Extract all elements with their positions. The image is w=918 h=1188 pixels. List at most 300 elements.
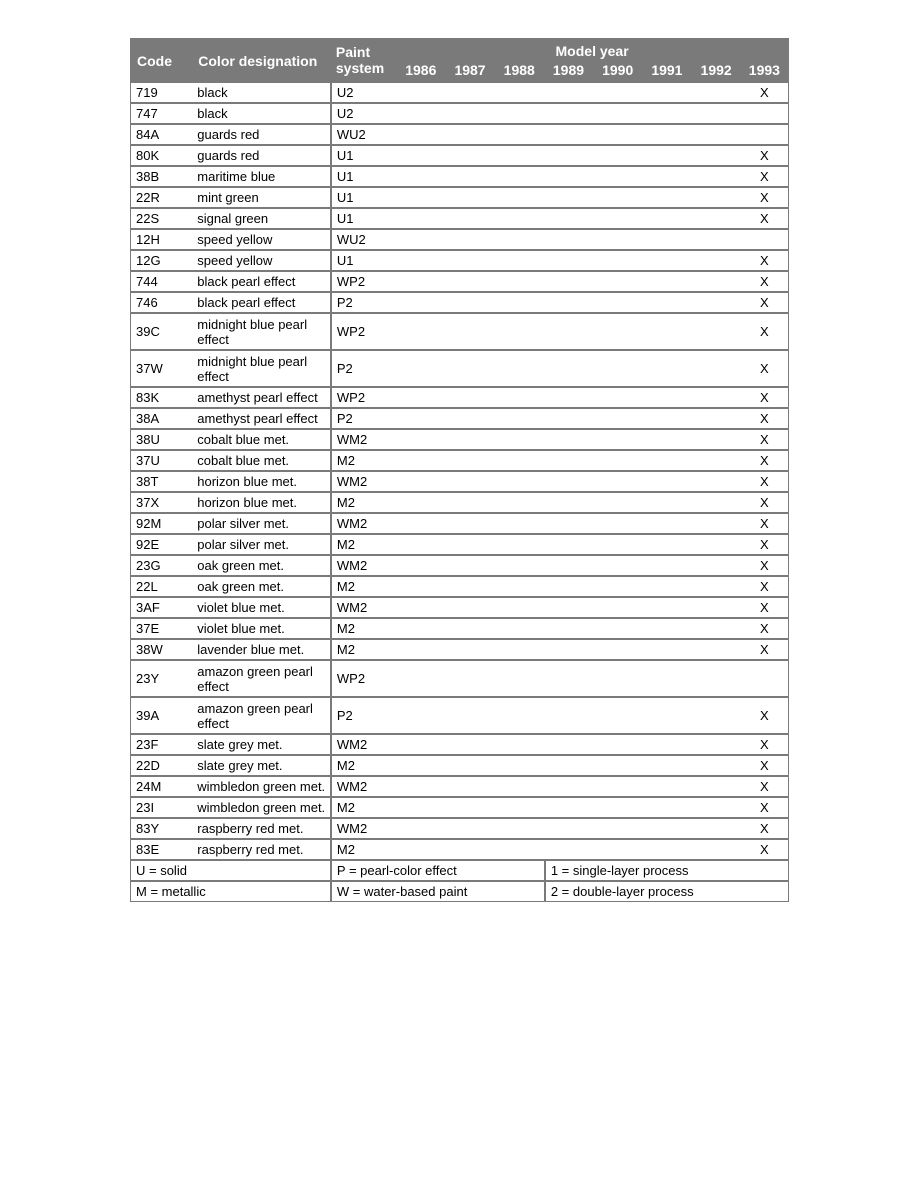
year-mark-1989 <box>544 756 593 777</box>
paint-system-cell: M2 <box>330 640 396 661</box>
year-mark-1990 <box>593 293 642 314</box>
year-mark-1986 <box>396 125 445 146</box>
year-mark-1993: X <box>741 430 788 451</box>
color-code-cell: 38T <box>131 472 192 493</box>
year-mark-1988 <box>495 146 544 167</box>
color-code-cell: 744 <box>131 272 192 293</box>
year-mark-1990 <box>593 514 642 535</box>
year-mark-1990 <box>593 735 642 756</box>
year-header-1988: 1988 <box>495 63 544 83</box>
paint-system-cell: U1 <box>330 209 396 230</box>
year-mark-1989 <box>544 409 593 430</box>
year-mark-1986 <box>396 756 445 777</box>
paint-system-cell: M2 <box>330 798 396 819</box>
year-mark-1991 <box>642 388 691 409</box>
color-code-cell: 38A <box>131 409 192 430</box>
year-mark-1993: X <box>741 314 788 351</box>
year-mark-1989 <box>544 493 593 514</box>
year-mark-1987 <box>445 409 494 430</box>
color-code-cell: 38B <box>131 167 192 188</box>
year-mark-1992 <box>692 293 741 314</box>
year-mark-1993: X <box>741 493 788 514</box>
year-mark-1988 <box>495 798 544 819</box>
paint-system-cell: WM2 <box>330 430 396 451</box>
color-designation-cell: lavender blue met. <box>192 640 330 661</box>
year-mark-1990 <box>593 577 642 598</box>
table-row <box>131 293 788 314</box>
color-designation-cell: horizon blue met. <box>192 493 330 514</box>
year-mark-1991 <box>642 409 691 430</box>
year-mark-1988 <box>495 409 544 430</box>
year-mark-1986 <box>396 388 445 409</box>
year-mark-1991 <box>642 188 691 209</box>
year-mark-1986 <box>396 430 445 451</box>
code-header: Code <box>131 39 192 83</box>
year-mark-1986 <box>396 472 445 493</box>
year-mark-1989 <box>544 230 593 251</box>
paint-system-cell: U2 <box>330 104 396 125</box>
year-mark-1990 <box>593 535 642 556</box>
year-mark-1989 <box>544 819 593 840</box>
color-code-cell: 22L <box>131 577 192 598</box>
year-mark-1992 <box>692 640 741 661</box>
year-mark-1987 <box>445 514 494 535</box>
color-designation-cell: raspberry red met. <box>192 819 330 840</box>
paint-system-cell: WM2 <box>330 556 396 577</box>
table-row <box>131 840 788 861</box>
year-mark-1986 <box>396 83 445 104</box>
year-mark-1986 <box>396 598 445 619</box>
paint-system-cell: M2 <box>330 535 396 556</box>
year-mark-1988 <box>495 188 544 209</box>
year-mark-1988 <box>495 535 544 556</box>
year-mark-1993: X <box>741 388 788 409</box>
year-mark-1986 <box>396 230 445 251</box>
year-mark-1992 <box>692 556 741 577</box>
year-mark-1992 <box>692 840 741 861</box>
year-mark-1993: X <box>741 535 788 556</box>
year-mark-1987 <box>445 83 494 104</box>
year-header-1991: 1991 <box>642 63 691 83</box>
year-mark-1990 <box>593 409 642 430</box>
year-mark-1991 <box>642 209 691 230</box>
color-code-cell: 92M <box>131 514 192 535</box>
paint-system-cell: WU2 <box>330 230 396 251</box>
year-header-1987: 1987 <box>445 63 494 83</box>
table-row <box>131 661 788 698</box>
color-code-cell: 23Y <box>131 661 192 698</box>
year-mark-1992 <box>692 409 741 430</box>
year-mark-1987 <box>445 251 494 272</box>
year-mark-1988 <box>495 619 544 640</box>
paint-system-cell: P2 <box>330 293 396 314</box>
year-mark-1993: X <box>741 451 788 472</box>
color-designation-cell: polar silver met. <box>192 514 330 535</box>
year-mark-1987 <box>445 661 494 698</box>
year-mark-1989 <box>544 840 593 861</box>
table-row <box>131 735 788 756</box>
color-code-cell: 39A <box>131 698 192 735</box>
color-code-cell: 37U <box>131 451 192 472</box>
year-mark-1990 <box>593 698 642 735</box>
year-mark-1986 <box>396 209 445 230</box>
year-mark-1992 <box>692 104 741 125</box>
year-mark-1987 <box>445 798 494 819</box>
paint-system-cell: U1 <box>330 167 396 188</box>
year-mark-1993: X <box>741 640 788 661</box>
color-code-cell: 3AF <box>131 598 192 619</box>
year-mark-1987 <box>445 451 494 472</box>
year-mark-1989 <box>544 388 593 409</box>
year-mark-1991 <box>642 756 691 777</box>
year-mark-1990 <box>593 619 642 640</box>
table-row <box>131 493 788 514</box>
year-mark-1991 <box>642 798 691 819</box>
year-mark-1992 <box>692 230 741 251</box>
color-code-cell: 38W <box>131 640 192 661</box>
year-mark-1993: X <box>741 840 788 861</box>
year-mark-1992 <box>692 125 741 146</box>
color-designation-cell: violet blue met. <box>192 598 330 619</box>
year-mark-1989 <box>544 125 593 146</box>
color-code-cell: 37E <box>131 619 192 640</box>
year-mark-1989 <box>544 188 593 209</box>
paint-system-cell: WP2 <box>330 272 396 293</box>
table-row <box>131 619 788 640</box>
year-mark-1993: X <box>741 351 788 388</box>
table-row <box>131 209 788 230</box>
color-designation-cell: violet blue met. <box>192 619 330 640</box>
table-row <box>131 167 788 188</box>
year-mark-1987 <box>445 472 494 493</box>
year-mark-1991 <box>642 577 691 598</box>
table-row <box>131 451 788 472</box>
year-mark-1992 <box>692 493 741 514</box>
year-mark-1989 <box>544 293 593 314</box>
year-mark-1990 <box>593 209 642 230</box>
paint-system-cell: P2 <box>330 409 396 430</box>
year-mark-1991 <box>642 535 691 556</box>
year-mark-1990 <box>593 777 642 798</box>
year-mark-1986 <box>396 104 445 125</box>
paint-system-cell: WP2 <box>330 388 396 409</box>
year-mark-1993: X <box>741 735 788 756</box>
year-mark-1993: X <box>741 409 788 430</box>
color-designation-cell: slate grey met. <box>192 756 330 777</box>
paint-system-cell: WM2 <box>330 472 396 493</box>
year-mark-1988 <box>495 819 544 840</box>
color-code-cell: 83K <box>131 388 192 409</box>
color-designation-cell: black pearl effect <box>192 272 330 293</box>
year-mark-1993: X <box>741 272 788 293</box>
paint-system-cell: P2 <box>330 351 396 388</box>
year-mark-1988 <box>495 83 544 104</box>
table-row <box>131 251 788 272</box>
paint-color-table <box>130 38 789 902</box>
year-mark-1988 <box>495 351 544 388</box>
year-mark-1991 <box>642 472 691 493</box>
year-mark-1988 <box>495 598 544 619</box>
color-designation-cell: black <box>192 83 330 104</box>
year-mark-1986 <box>396 619 445 640</box>
year-mark-1987 <box>445 430 494 451</box>
year-mark-1991 <box>642 777 691 798</box>
year-mark-1992 <box>692 598 741 619</box>
year-mark-1991 <box>642 351 691 388</box>
year-mark-1988 <box>495 756 544 777</box>
year-mark-1988 <box>495 314 544 351</box>
paint-system-cell: WM2 <box>330 514 396 535</box>
year-mark-1986 <box>396 293 445 314</box>
year-mark-1989 <box>544 314 593 351</box>
year-mark-1989 <box>544 777 593 798</box>
year-mark-1993: X <box>741 209 788 230</box>
year-mark-1990 <box>593 125 642 146</box>
year-mark-1993 <box>741 230 788 251</box>
color-code-cell: 23I <box>131 798 192 819</box>
color-code-cell: 24M <box>131 777 192 798</box>
year-mark-1988 <box>495 661 544 698</box>
year-mark-1991 <box>642 619 691 640</box>
color-designation-cell: maritime blue <box>192 167 330 188</box>
year-mark-1990 <box>593 756 642 777</box>
year-mark-1988 <box>495 430 544 451</box>
year-mark-1993: X <box>741 577 788 598</box>
year-mark-1988 <box>495 167 544 188</box>
year-mark-1992 <box>692 272 741 293</box>
year-mark-1989 <box>544 251 593 272</box>
table-row <box>131 640 788 661</box>
year-mark-1987 <box>445 698 494 735</box>
year-mark-1986 <box>396 314 445 351</box>
year-mark-1986 <box>396 188 445 209</box>
table-row <box>131 351 788 388</box>
year-mark-1988 <box>495 451 544 472</box>
year-mark-1987 <box>445 293 494 314</box>
legend-entry: W = water-based paint <box>330 882 544 901</box>
paint-system-cell: M2 <box>330 756 396 777</box>
table-row <box>131 388 788 409</box>
legend-entry: 2 = double-layer process <box>544 882 788 901</box>
year-mark-1987 <box>445 125 494 146</box>
year-mark-1987 <box>445 493 494 514</box>
paint-system-cell: WM2 <box>330 735 396 756</box>
year-mark-1988 <box>495 125 544 146</box>
color-designation-cell: speed yellow <box>192 230 330 251</box>
year-mark-1992 <box>692 577 741 598</box>
color-designation-cell: amethyst pearl effect <box>192 409 330 430</box>
year-mark-1989 <box>544 661 593 698</box>
year-mark-1986 <box>396 640 445 661</box>
paint-system-header: Paint system <box>330 39 396 83</box>
year-mark-1989 <box>544 472 593 493</box>
year-mark-1990 <box>593 83 642 104</box>
year-mark-1991 <box>642 293 691 314</box>
table-row <box>131 698 788 735</box>
year-mark-1987 <box>445 146 494 167</box>
year-mark-1986 <box>396 514 445 535</box>
year-mark-1986 <box>396 535 445 556</box>
year-mark-1987 <box>445 756 494 777</box>
model-year-header: Model year <box>396 39 788 63</box>
year-mark-1988 <box>495 209 544 230</box>
color-code-cell: 746 <box>131 293 192 314</box>
table-body <box>131 83 788 861</box>
year-mark-1989 <box>544 640 593 661</box>
paint-system-cell: M2 <box>330 451 396 472</box>
color-code-cell: 83E <box>131 840 192 861</box>
table-row <box>131 819 788 840</box>
year-mark-1989 <box>544 619 593 640</box>
year-mark-1993: X <box>741 698 788 735</box>
year-mark-1989 <box>544 514 593 535</box>
table-row <box>131 756 788 777</box>
year-mark-1993: X <box>741 293 788 314</box>
year-mark-1986 <box>396 661 445 698</box>
year-mark-1986 <box>396 409 445 430</box>
year-mark-1993: X <box>741 756 788 777</box>
year-mark-1989 <box>544 167 593 188</box>
year-mark-1990 <box>593 314 642 351</box>
color-code-cell: 22S <box>131 209 192 230</box>
year-mark-1987 <box>445 314 494 351</box>
legend-entry: P = pearl-color effect <box>330 861 544 882</box>
color-designation-cell: midnight blue pearl effect <box>192 314 330 351</box>
color-code-cell: 719 <box>131 83 192 104</box>
color-designation-cell: cobalt blue met. <box>192 451 330 472</box>
color-code-cell: 39C <box>131 314 192 351</box>
year-mark-1986 <box>396 777 445 798</box>
color-code-cell: 80K <box>131 146 192 167</box>
year-mark-1992 <box>692 619 741 640</box>
year-mark-1991 <box>642 230 691 251</box>
year-mark-1991 <box>642 598 691 619</box>
year-mark-1986 <box>396 251 445 272</box>
year-mark-1991 <box>642 840 691 861</box>
year-mark-1989 <box>544 272 593 293</box>
color-designation-cell: black <box>192 104 330 125</box>
year-mark-1992 <box>692 388 741 409</box>
year-mark-1993: X <box>741 819 788 840</box>
year-mark-1990 <box>593 251 642 272</box>
year-mark-1990 <box>593 840 642 861</box>
year-mark-1992 <box>692 735 741 756</box>
year-mark-1993 <box>741 661 788 698</box>
color-designation-cell: horizon blue met. <box>192 472 330 493</box>
year-header-1992: 1992 <box>692 63 741 83</box>
color-designation-cell: amazon green pearl effect <box>192 661 330 698</box>
year-mark-1986 <box>396 577 445 598</box>
year-mark-1991 <box>642 272 691 293</box>
year-mark-1990 <box>593 388 642 409</box>
year-mark-1987 <box>445 735 494 756</box>
color-code-cell: 37X <box>131 493 192 514</box>
year-mark-1986 <box>396 493 445 514</box>
year-mark-1992 <box>692 83 741 104</box>
year-mark-1989 <box>544 430 593 451</box>
paint-system-cell: WM2 <box>330 819 396 840</box>
year-mark-1987 <box>445 230 494 251</box>
table-header <box>131 39 788 83</box>
year-mark-1991 <box>642 556 691 577</box>
year-mark-1991 <box>642 661 691 698</box>
year-mark-1990 <box>593 230 642 251</box>
year-mark-1990 <box>593 493 642 514</box>
year-mark-1988 <box>495 272 544 293</box>
year-mark-1993: X <box>741 514 788 535</box>
year-mark-1991 <box>642 125 691 146</box>
year-mark-1992 <box>692 430 741 451</box>
year-mark-1990 <box>593 598 642 619</box>
year-mark-1988 <box>495 556 544 577</box>
year-mark-1992 <box>692 146 741 167</box>
year-mark-1987 <box>445 640 494 661</box>
year-mark-1990 <box>593 798 642 819</box>
year-mark-1992 <box>692 314 741 351</box>
year-mark-1988 <box>495 514 544 535</box>
year-header-1989: 1989 <box>544 63 593 83</box>
table-row <box>131 777 788 798</box>
legend <box>131 861 788 901</box>
year-mark-1992 <box>692 756 741 777</box>
year-mark-1991 <box>642 819 691 840</box>
year-mark-1990 <box>593 104 642 125</box>
color-designation-cell: speed yellow <box>192 251 330 272</box>
year-mark-1989 <box>544 351 593 388</box>
color-designation-cell: oak green met. <box>192 556 330 577</box>
year-mark-1988 <box>495 840 544 861</box>
color-code-cell: 83Y <box>131 819 192 840</box>
year-mark-1991 <box>642 314 691 351</box>
year-mark-1991 <box>642 735 691 756</box>
color-designation-cell: wimbledon green met. <box>192 777 330 798</box>
year-mark-1990 <box>593 430 642 451</box>
year-header-1986: 1986 <box>396 63 445 83</box>
year-mark-1986 <box>396 556 445 577</box>
color-code-cell: 23G <box>131 556 192 577</box>
year-mark-1992 <box>692 188 741 209</box>
year-mark-1992 <box>692 798 741 819</box>
year-mark-1986 <box>396 146 445 167</box>
year-mark-1990 <box>593 472 642 493</box>
table-row <box>131 83 788 104</box>
year-mark-1989 <box>544 735 593 756</box>
year-mark-1990 <box>593 661 642 698</box>
year-mark-1991 <box>642 640 691 661</box>
year-mark-1993: X <box>741 777 788 798</box>
year-mark-1990 <box>593 146 642 167</box>
color-code-cell: 92E <box>131 535 192 556</box>
year-mark-1987 <box>445 272 494 293</box>
year-mark-1987 <box>445 598 494 619</box>
year-mark-1988 <box>495 388 544 409</box>
year-header-1993: 1993 <box>741 63 788 83</box>
year-mark-1986 <box>396 272 445 293</box>
year-mark-1987 <box>445 351 494 388</box>
year-mark-1990 <box>593 556 642 577</box>
paint-system-cell: WM2 <box>330 598 396 619</box>
color-code-cell: 84A <box>131 125 192 146</box>
year-mark-1990 <box>593 272 642 293</box>
color-designation-cell: amazon green pearl effect <box>192 698 330 735</box>
year-mark-1991 <box>642 451 691 472</box>
year-header-1990: 1990 <box>593 63 642 83</box>
year-mark-1989 <box>544 83 593 104</box>
year-mark-1991 <box>642 493 691 514</box>
year-mark-1988 <box>495 293 544 314</box>
color-designation-cell: black pearl effect <box>192 293 330 314</box>
year-mark-1991 <box>642 83 691 104</box>
